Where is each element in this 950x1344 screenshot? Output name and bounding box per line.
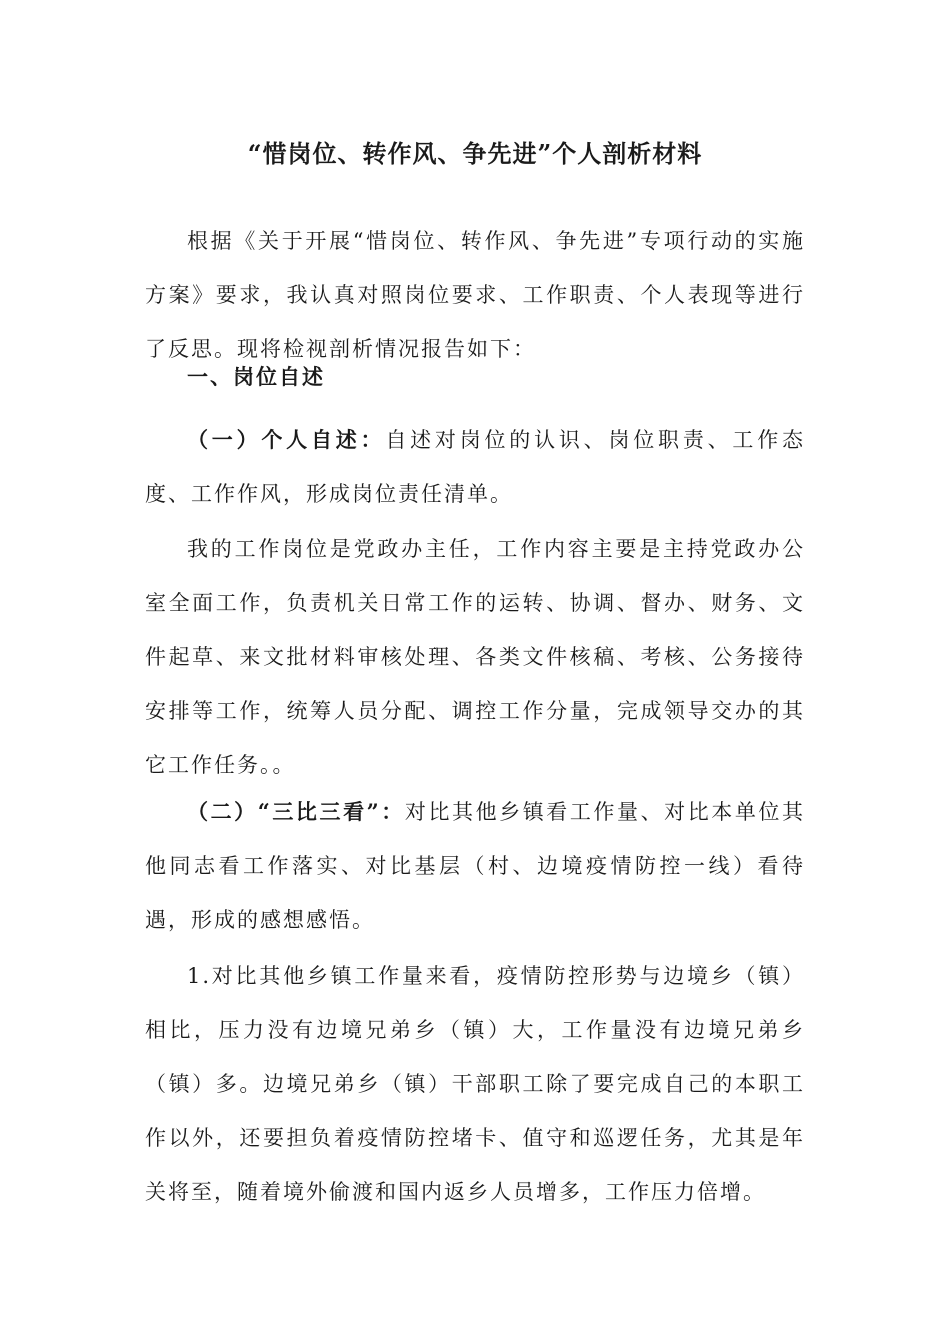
subsection-2-paragraph (145, 785, 805, 947)
document-title: “惜岗位、转作风、争先进”个人剖析材料 (247, 139, 703, 168)
subsection-1-paragraph (145, 413, 805, 521)
subsection-1-text: 自述对岗位的认识、岗位职责、工作态度、工作作风，形成岗位责任清单。 (145, 428, 806, 506)
item-1-paragraph: 1.对比其他乡镇工作量来看，疫情防控形势与边境乡（镇）相比，压力没有边境兄弟乡（镇）大，工作量没有边境兄弟乡（镇）多。边境兄弟乡（镇）干部职工除了要完成自己的本职工作以外，还要担负着疫情防控堵卡、值守和巡逻任务，尤其是年关将至，随着境外偷渡和国内返乡人员增多，工作压力倍增。 (145, 964, 805, 1204)
subsection-1-label: （一）个人自述： (187, 427, 386, 452)
job-description-paragraph: 我的工作岗位是党政办主任，工作内容主要是主持党政办公室全面工作，负责机关日常工作的运转、协调、督办、财务、文件起草、来文批材料审核处理、各类文件核稿、考核、公务接待安排等工作，统筹人员分配、调控工作分量，完成领导交办的其它工作任务。。 (145, 537, 805, 777)
intro-paragraph: 根据《关于开展“惜岗位、转作风、争先进”专项行动的实施方案》要求，我认真对照岗位要求、工作职责、个人表现等进行了反思。现将检视剖析情况报告如下： (145, 229, 805, 361)
subsection-2-text: 对比其他乡镇看工作量、对比本单位其他同志看工作落实、对比基层（村、边境疫情防控一线）看待遇，形成的感想感悟。 (145, 800, 805, 932)
subsection-2-label: （二）“三比三看”： (187, 799, 405, 824)
section-heading-1: 一、岗位自述 (187, 364, 325, 389)
